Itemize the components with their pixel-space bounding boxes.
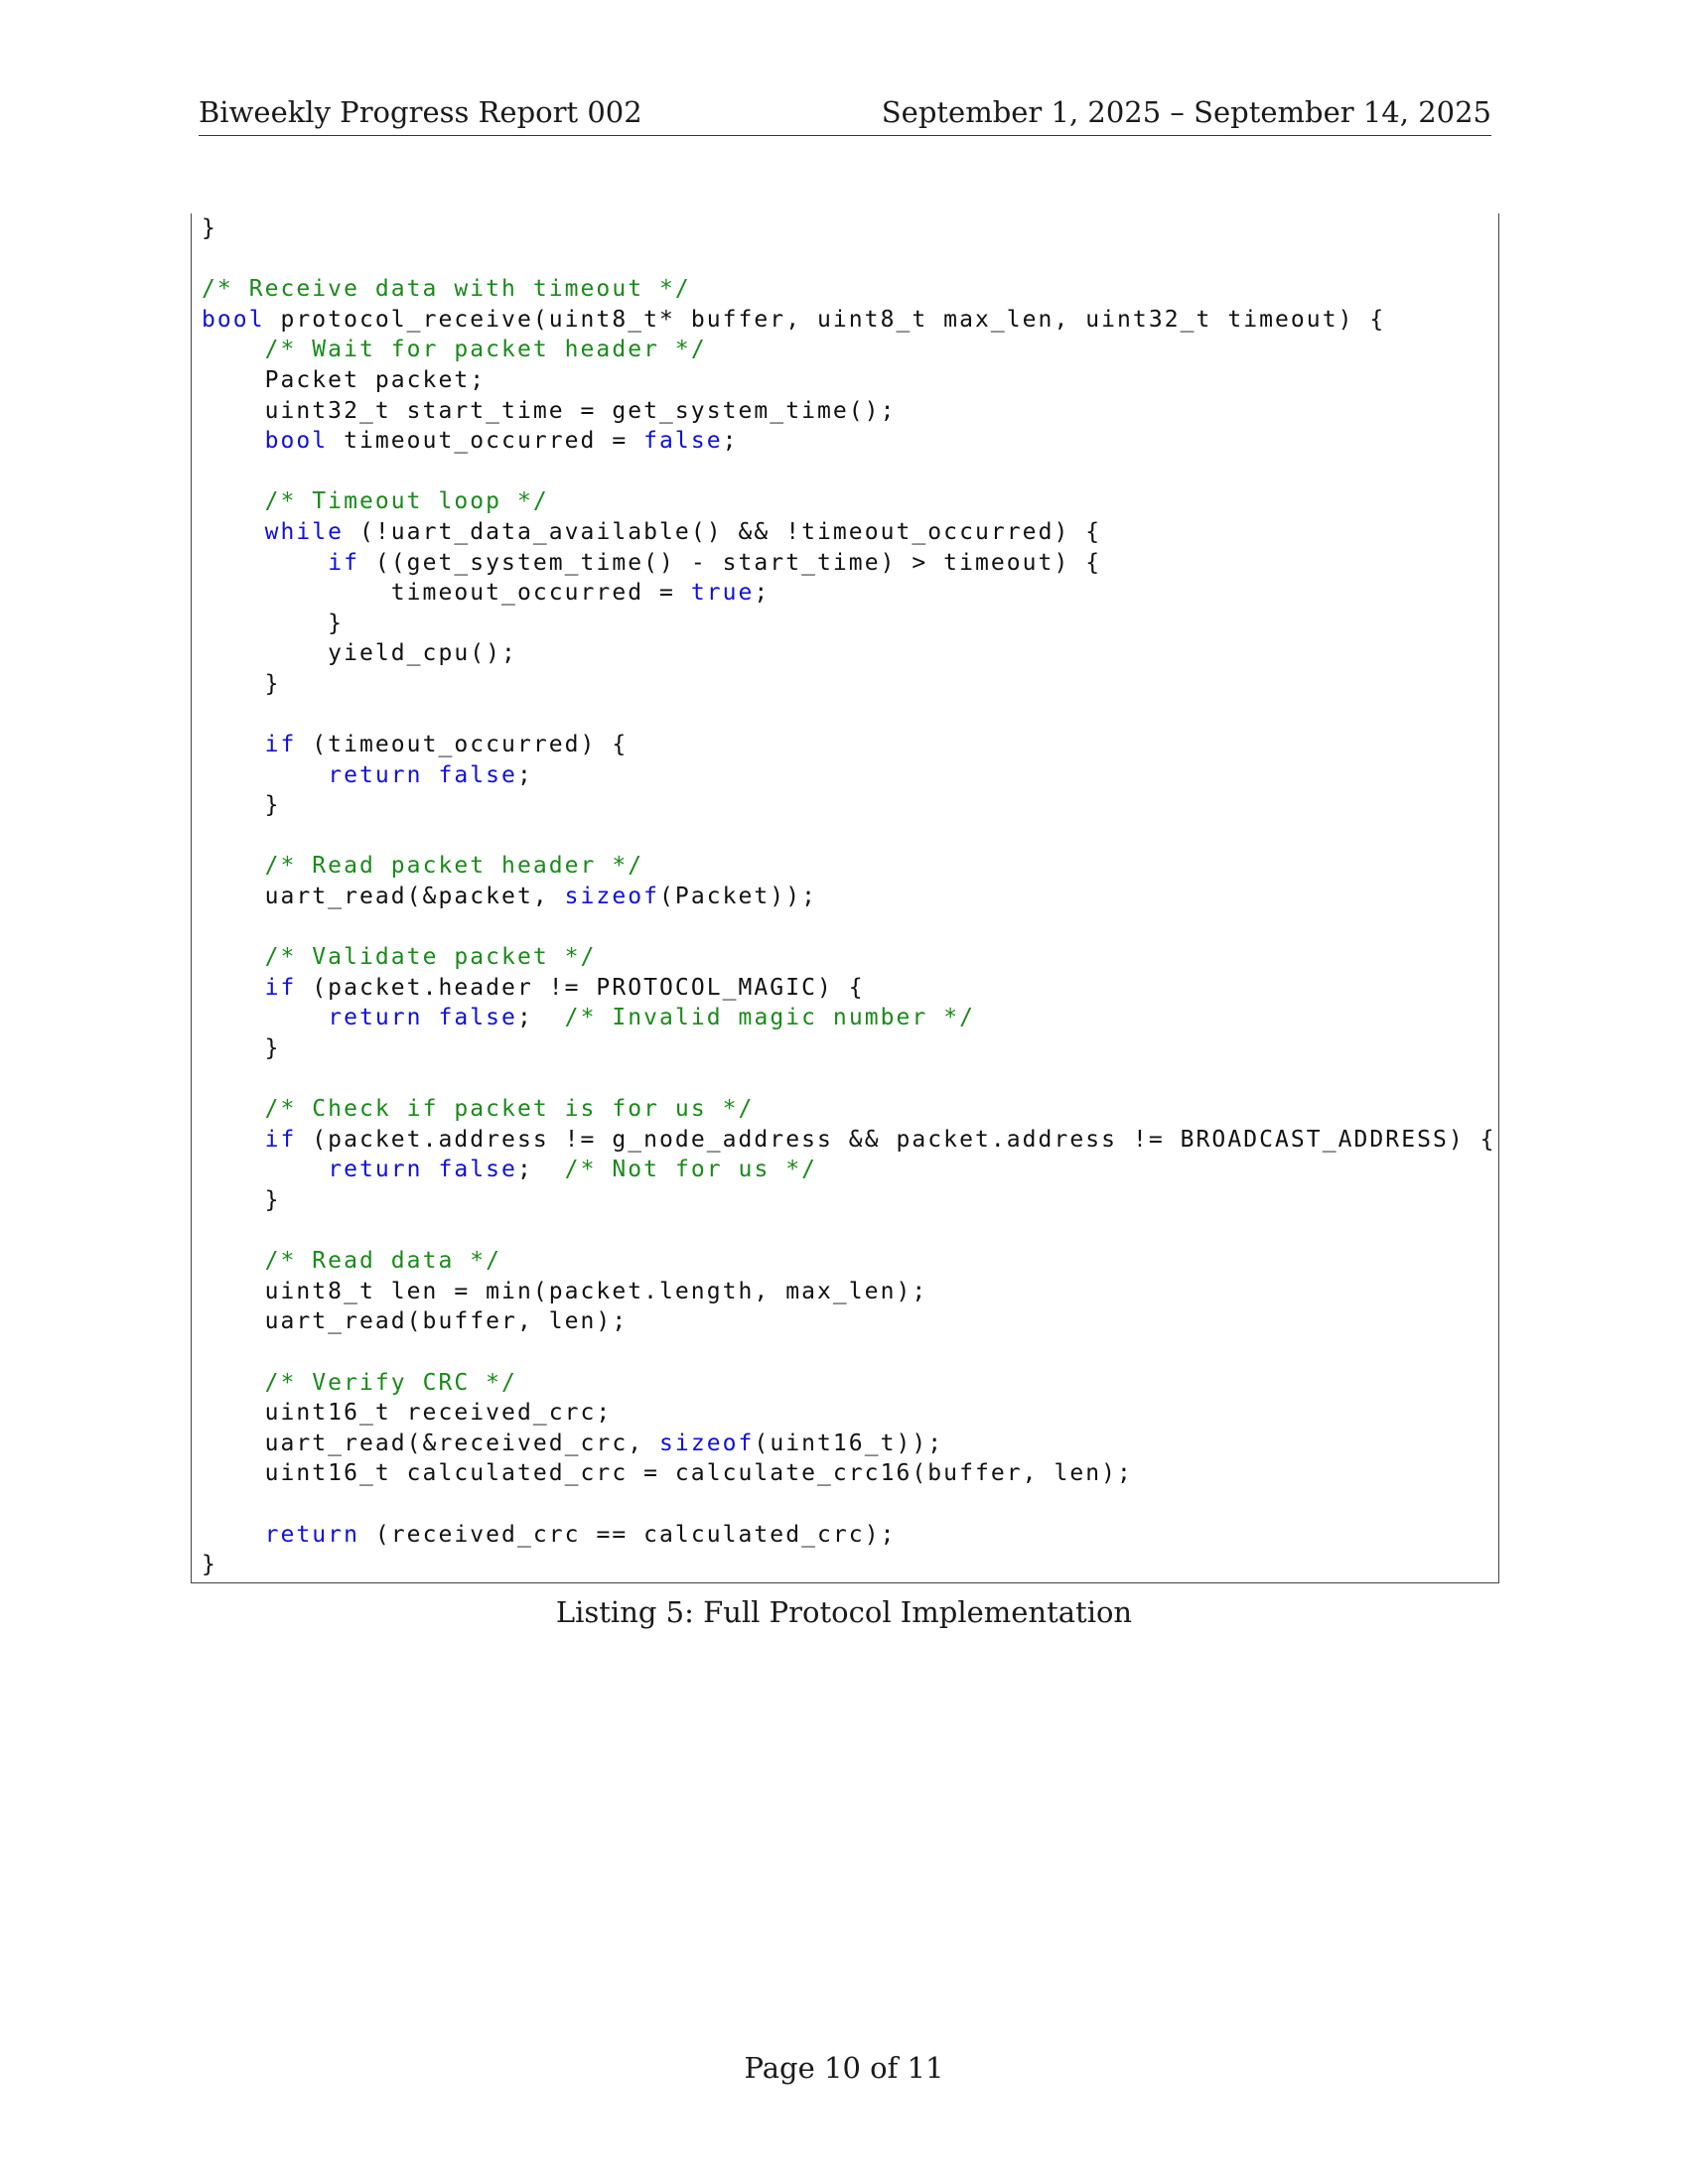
- code-text: }: [202, 1187, 281, 1213]
- report-date-range: September 1, 2025 – September 14, 2025: [881, 95, 1491, 129]
- code-text: timeout_occurred =: [202, 580, 691, 607]
- code-text: [202, 975, 265, 1001]
- code-line: [202, 486, 1496, 517]
- listing-caption: Listing 5: Full Protocol Implementation: [555, 1595, 1133, 1629]
- code-text: [202, 732, 265, 757]
- code-text: [202, 1522, 265, 1548]
- code-text: [202, 944, 265, 970]
- code-text: uart_read(buffer, len);: [202, 1308, 629, 1335]
- code-line: [202, 1489, 1496, 1520]
- code-keyword: bool: [264, 428, 329, 455]
- code-line: [202, 213, 1496, 244]
- code-line: [202, 912, 1496, 943]
- code-line: [202, 517, 1496, 548]
- code-line: [202, 548, 1496, 579]
- code-text: ;: [722, 428, 739, 455]
- code-comment: /* Receive data with timeout */: [202, 276, 691, 303]
- code-line: [202, 1368, 1496, 1399]
- code-line: [202, 1033, 1496, 1064]
- code-keyword: return false: [328, 1157, 517, 1183]
- code-text: }: [202, 215, 217, 241]
- code-text: [202, 1127, 265, 1153]
- code-text: [202, 428, 265, 454]
- code-text: [202, 550, 328, 576]
- code-keyword: false: [643, 428, 723, 455]
- code-line: [202, 1550, 1496, 1580]
- code-keyword: true: [690, 580, 755, 607]
- code-line: [202, 426, 1496, 457]
- code-text: uart_read(&received_crc,: [202, 1430, 660, 1456]
- code-line: [202, 638, 1496, 669]
- code-text: (Packet));: [659, 884, 818, 910]
- code-keyword: sizeof: [564, 884, 660, 910]
- code-keyword: if: [264, 732, 297, 758]
- code-text: ((get_system_time() - start_time) > timeout) {: [358, 549, 1102, 576]
- code-text: Packet packet;: [202, 366, 487, 393]
- page-number: Page 10 of 11: [744, 2051, 944, 2085]
- code-text: (!uart_data_available() && !timeout_occurred) {: [344, 518, 1102, 545]
- code-line: [202, 1520, 1496, 1551]
- code-line: [202, 882, 1496, 912]
- code-line: [202, 396, 1496, 427]
- code-text: [202, 1370, 265, 1396]
- code-text: timeout_occurred =: [328, 428, 644, 455]
- code-comment: /* Check if packet is for us */: [264, 1096, 755, 1123]
- code-comment: /* Verify CRC */: [264, 1369, 517, 1396]
- code-text: uint16_t calculated_crc = calculate_crc16(buffer, len);: [202, 1460, 1133, 1487]
- code-text: ;: [754, 580, 771, 607]
- code-text: [202, 1157, 328, 1182]
- code-keyword: return: [264, 1521, 359, 1548]
- code-comment: /* Validate packet */: [264, 944, 597, 971]
- page-header: [199, 95, 1491, 136]
- code-keyword: sizeof: [659, 1430, 755, 1456]
- code-text: }: [202, 1035, 281, 1062]
- code-text: [202, 337, 265, 362]
- code-text: uint32_t start_time = get_system_time();: [202, 397, 897, 424]
- code-text: [202, 853, 265, 879]
- code-line: [202, 760, 1496, 791]
- code-keyword: return false: [328, 761, 517, 788]
- code-line: [202, 669, 1496, 700]
- code-text: (received_crc == calculated_crc);: [358, 1521, 897, 1548]
- code-line: [202, 1155, 1496, 1185]
- code-text: uart_read(&packet,: [202, 884, 565, 910]
- report-title: Biweekly Progress Report 002: [199, 95, 642, 129]
- code-keyword: if: [264, 974, 297, 1001]
- code-text: [202, 762, 328, 788]
- code-comment: /* Wait for packet header */: [264, 337, 707, 363]
- code-text: yield_cpu();: [202, 640, 517, 667]
- code-line: [202, 851, 1496, 882]
- code-text: (packet.address != g_node_address && packet.address != BROADCAST_ADDRESS) {: [296, 1126, 1496, 1153]
- code-line: [202, 790, 1496, 821]
- code-line: [202, 457, 1496, 487]
- code-line: [202, 1458, 1496, 1489]
- code-line: [202, 1185, 1496, 1216]
- code-text: protocol_receive(uint8_t* buffer, uint8_t max_len, uint32_t timeout) {: [264, 306, 1386, 333]
- code-text: [202, 488, 265, 514]
- code-line: [202, 1216, 1496, 1247]
- code-line: [202, 1398, 1496, 1429]
- code-comment: /* Timeout loop */: [264, 488, 549, 515]
- code-text: ;: [516, 761, 533, 788]
- code-comment: /* Invalid magic number */: [564, 1005, 975, 1031]
- code-line: [202, 973, 1496, 1004]
- code-comment: /* Not for us */: [564, 1157, 818, 1183]
- code-text: (timeout_occurred) {: [296, 732, 629, 758]
- code-text: }: [202, 670, 281, 697]
- code-text: (packet.header != PROTOCOL_MAGIC) {: [296, 974, 865, 1001]
- code-text: }: [202, 610, 345, 636]
- code-keyword: bool: [202, 306, 265, 333]
- code-line: [202, 365, 1496, 396]
- code-line: [202, 578, 1496, 609]
- code-line: [202, 609, 1496, 639]
- code-line: [202, 1094, 1496, 1125]
- code-line: [202, 1429, 1496, 1459]
- code-text: [202, 1248, 265, 1274]
- code-text: [202, 1005, 328, 1030]
- code-text: }: [202, 792, 281, 819]
- code-line: [202, 1337, 1496, 1368]
- code-line: [202, 335, 1496, 365]
- code-comment: /* Read packet header */: [264, 853, 644, 880]
- code-line: [202, 305, 1496, 336]
- code-text: [202, 519, 265, 545]
- code-listing: [191, 213, 1499, 1583]
- code-line: [202, 274, 1496, 305]
- code-comment: /* Read data */: [264, 1248, 502, 1275]
- code-text: [202, 1096, 265, 1122]
- code-block: [202, 213, 1496, 1580]
- code-text: ;: [516, 1157, 565, 1183]
- code-keyword: return false: [328, 1005, 517, 1031]
- code-keyword: while: [264, 518, 345, 545]
- code-line: [202, 1003, 1496, 1033]
- code-line: [202, 700, 1496, 731]
- code-line: [202, 244, 1496, 275]
- code-line: [202, 821, 1496, 852]
- code-line: [202, 1064, 1496, 1095]
- code-text: }: [202, 1552, 217, 1578]
- code-line: [202, 1246, 1496, 1277]
- code-line: [202, 1125, 1496, 1156]
- code-line: [202, 1277, 1496, 1307]
- code-line: [202, 730, 1496, 760]
- code-text: uint16_t received_crc;: [202, 1400, 613, 1427]
- code-line: [202, 942, 1496, 973]
- code-text: ;: [516, 1005, 565, 1031]
- code-keyword: if: [328, 549, 359, 576]
- code-text: (uint16_t));: [754, 1430, 944, 1456]
- code-keyword: if: [264, 1126, 297, 1153]
- code-text: uint8_t len = min(packet.length, max_len);: [202, 1278, 928, 1304]
- code-line: [202, 1306, 1496, 1337]
